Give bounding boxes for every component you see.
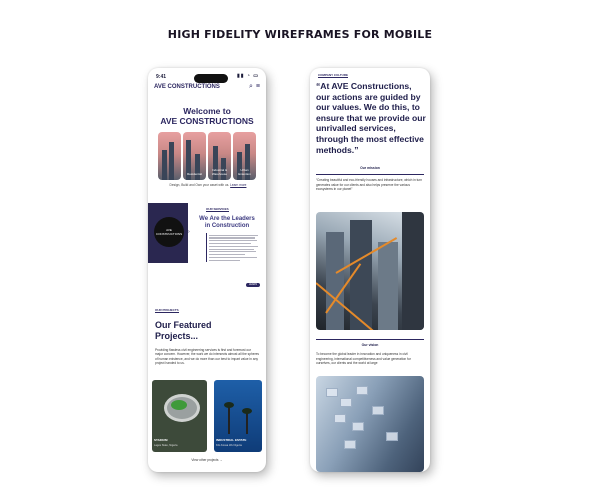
projects-pill: OUR PROJECTS [155,308,179,312]
chevron-right-icon[interactable]: › [188,229,190,235]
gallery-caption: Industrial & Warehouse [211,168,228,176]
search-icon[interactable]: ⌕ [248,83,253,90]
welcome-heading [148,106,266,126]
note-shape [356,386,368,395]
arrow-right-icon: → [219,458,223,462]
projects-heading: Our Featured Projects... [155,320,212,341]
building-shape [195,154,200,180]
tower-shape [402,212,424,330]
project-card-estate[interactable] [214,380,262,452]
vision-heading: Our vision [361,343,379,347]
note-shape [334,414,346,423]
services-body-text [206,233,261,262]
tagline [158,183,258,187]
building-shape [162,150,167,180]
text-line [209,240,257,241]
tower-shape [378,242,398,330]
palm-crown [242,408,252,414]
project-cards [152,380,262,452]
view-all-link[interactable] [148,458,266,462]
building-shape [169,142,174,180]
status-icons: ▮▮ ◔ ▭ [236,73,259,79]
text-line [209,260,240,261]
text-line [209,249,254,250]
view-all-label: View other projects [191,458,219,462]
culture-quote: “At AVE Constructions, our actions are guided by our values. We do this, to ensure that we provide our unrivalled services, through the most effective methods.” [316,81,426,155]
chevron-left-icon[interactable]: ‹ [148,229,150,235]
page-title: HIGH FIDELITY WIREFRAMES FOR MOBILE [167,28,433,41]
text-line [209,235,258,236]
mission-divider [316,174,424,175]
note-shape [352,422,364,431]
project-card-stadium[interactable] [152,380,207,452]
gallery-caption: Residential [187,172,202,176]
services-heading: We Are the Leaders in Construction [199,216,255,229]
planning-board-image [316,376,424,472]
vision-divider [316,339,424,340]
gallery-card[interactable] [208,132,231,180]
gallery-card[interactable] [183,132,206,180]
text-line [209,246,258,247]
phone-about-screen [310,68,430,472]
project-card-location: Lagos State, Nigeria [154,444,178,447]
menu-icon[interactable]: ≡ [255,83,260,90]
note-shape [340,398,352,407]
dynamic-island [194,74,228,83]
project-card-location: Kilo Kossa Wu Nigeria [216,444,242,447]
services-logo-circle: AVE CONSTRUCTIONS [154,217,184,247]
note-shape [326,388,338,397]
mission-heading: Our mission [360,166,380,170]
learn-more-link[interactable]: Learn more [230,183,247,187]
welcome-line-1: Welcome to [183,106,231,116]
note-shape [344,440,356,449]
learn-more-button[interactable]: LEARN MORE [246,283,260,287]
culture-pill: COMPANY CULTURE [318,73,348,77]
projects-body: Providing flawless civil engineering services is first and foremost our major concern. However, the work we do intersects almost all the spheres of human existence, and we do more than our best to impart value in any project handed to us. [155,348,259,366]
palm-trunk [246,412,248,434]
brand-logo[interactable]: AVE CONSTRUCTIONS [154,84,220,90]
pitch-shape [171,400,187,410]
project-card-title: INDUSTRIAL ESTATE [216,438,247,442]
text-line [209,243,251,244]
vision-text: To become the global leader in innovation and uniqueness in civil engineering, international competitiveness and value generation for ourselves, our clients and the world at large [316,352,411,365]
tagline-text: Design, Build and Own your asset with us. [169,183,230,187]
status-bar [154,72,260,82]
text-line [209,257,257,258]
status-time: 9:41 [156,74,167,80]
skyscraper-image [316,212,424,330]
tower-shape [326,232,344,330]
services-pill: OUR SERVICES [206,207,229,211]
header-actions [246,83,260,91]
welcome-line-2: AVE CONSTRUCTIONS [160,116,254,126]
mission-text: “Creating beautiful and eco-friendly houses and infrastructure, which in turn generates value for our clients and also helps preserve the various ecosystems in our planet” [316,178,423,191]
services-section [148,203,266,293]
category-gallery [158,132,256,180]
palm-crown [224,402,234,408]
gallery-card[interactable] [233,132,256,180]
gallery-caption: Urban Extention [238,168,251,176]
palm-trunk [228,406,230,434]
note-shape [386,432,398,441]
text-line [209,237,255,238]
text-line [209,251,256,252]
project-card-title: STADIUM [154,438,168,442]
gallery-card[interactable] [158,132,181,180]
text-line [209,254,245,255]
note-shape [372,406,384,415]
phone-home-screen [148,68,266,472]
